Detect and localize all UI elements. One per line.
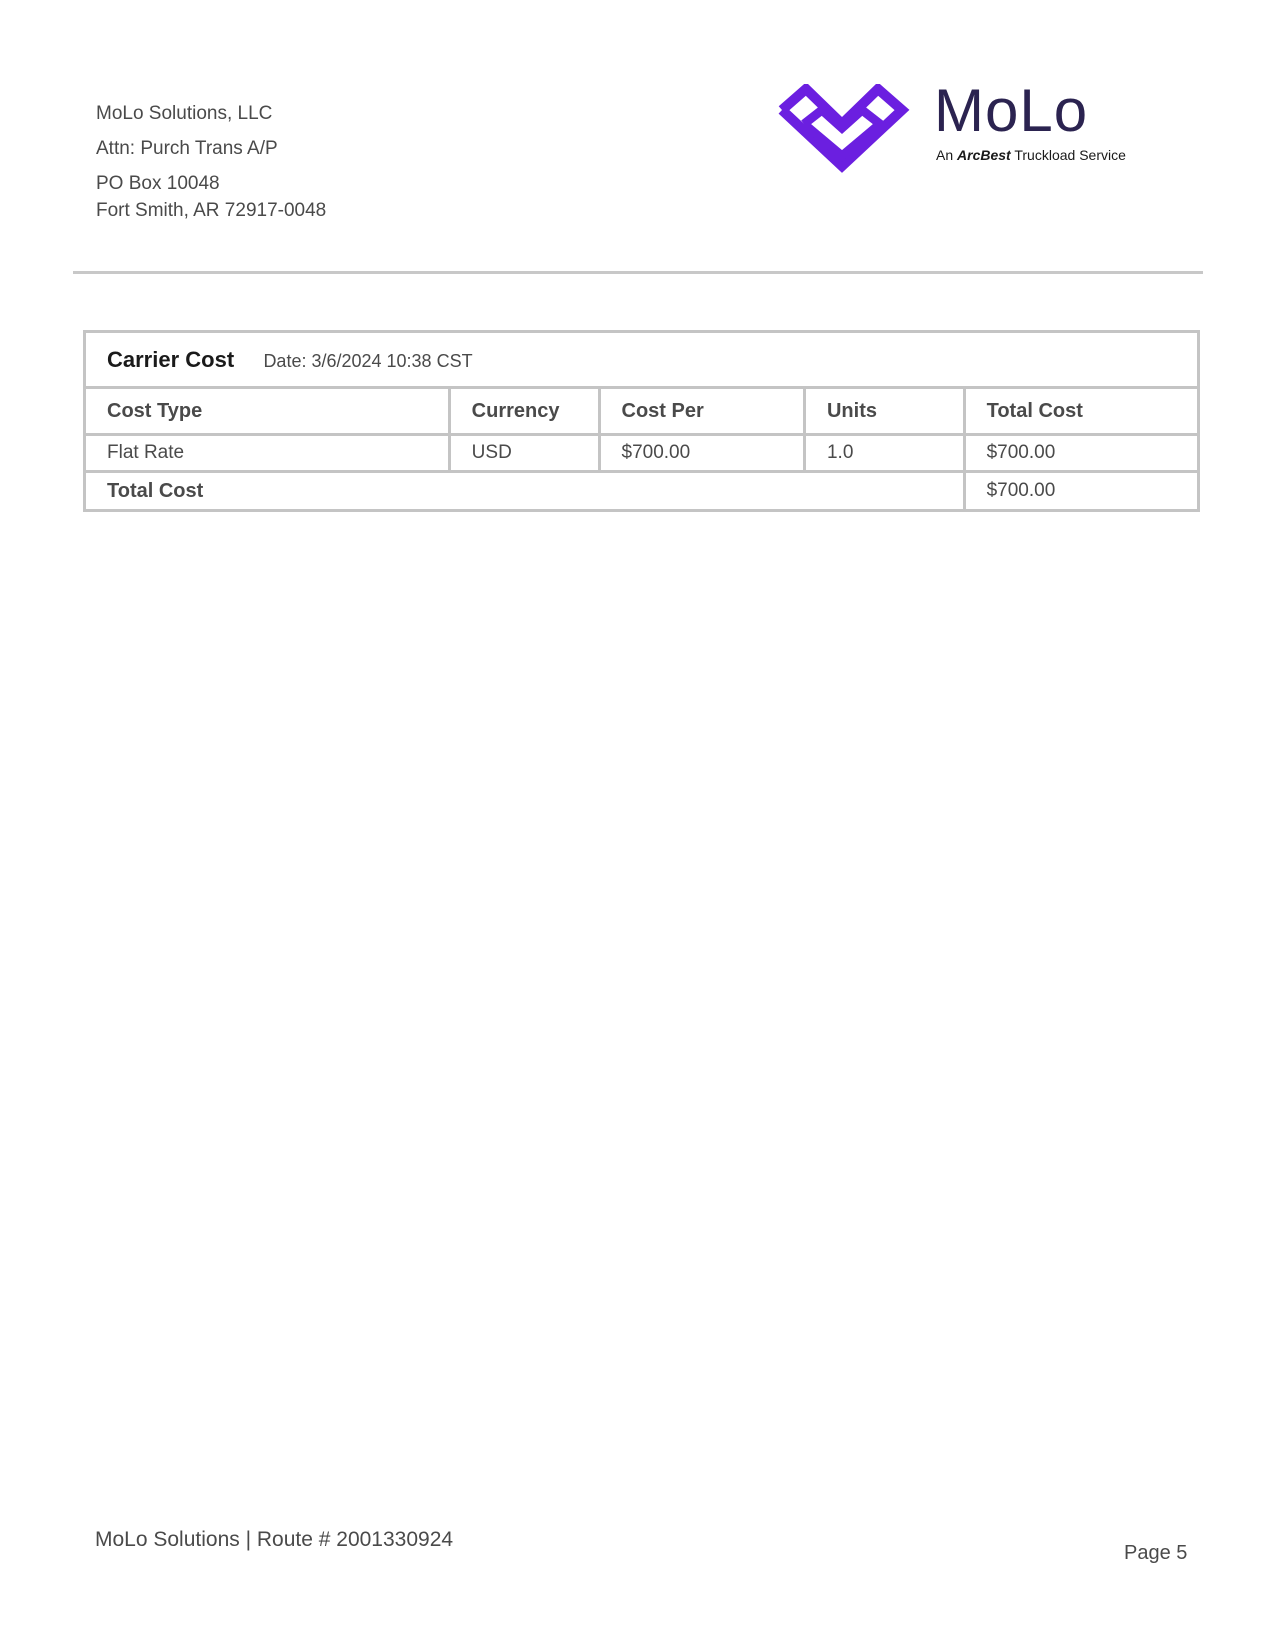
cell-units: 1.0: [804, 435, 964, 472]
footer-page-number: Page 5: [1124, 1542, 1188, 1564]
logo-tag-suffix: Truckload Service: [1014, 147, 1126, 163]
table-date: Date: 3/6/2024 10:38 CST: [263, 350, 473, 371]
address-po-box: PO Box 10048: [96, 173, 220, 194]
column-header-units: Units: [804, 388, 964, 435]
table-title-cell: [85, 332, 1199, 388]
column-header-currency: Currency: [449, 388, 599, 435]
address-company: MoLo Solutions, LLC: [96, 103, 273, 124]
logo-tag-brand: ArcBest: [957, 147, 1011, 163]
molo-logo-icon: [776, 84, 910, 174]
table-header-row: [85, 388, 1199, 435]
address-city: Fort Smith, AR 72917-0048: [96, 200, 327, 221]
column-header-cost-per: Cost Per: [599, 388, 804, 435]
footer-route: MoLo Solutions | Route # 2001330924: [95, 1528, 454, 1551]
table-total-row: [85, 472, 1199, 511]
table-title: Carrier Cost: [107, 346, 235, 372]
logo-tag-prefix: An: [936, 147, 954, 163]
address-attn: Attn: Purch Trans A/P: [96, 138, 278, 159]
header-divider: [73, 271, 1203, 274]
column-header-total-cost: Total Cost: [964, 388, 1198, 435]
table-title-row: [85, 332, 1199, 388]
total-label: Total Cost: [85, 472, 965, 511]
logo-tagline: [936, 147, 1126, 163]
logo-wordmark: MoLo: [934, 77, 1089, 144]
table-row: [85, 435, 1199, 472]
cell-total-cost: $700.00: [964, 435, 1198, 472]
cell-currency: USD: [449, 435, 599, 472]
cell-cost-per: $700.00: [599, 435, 804, 472]
cell-cost-type: Flat Rate: [85, 435, 450, 472]
carrier-cost-table: [83, 330, 1200, 512]
column-header-cost-type: Cost Type: [85, 388, 450, 435]
molo-logo: [776, 77, 1156, 176]
total-value: $700.00: [964, 472, 1198, 511]
